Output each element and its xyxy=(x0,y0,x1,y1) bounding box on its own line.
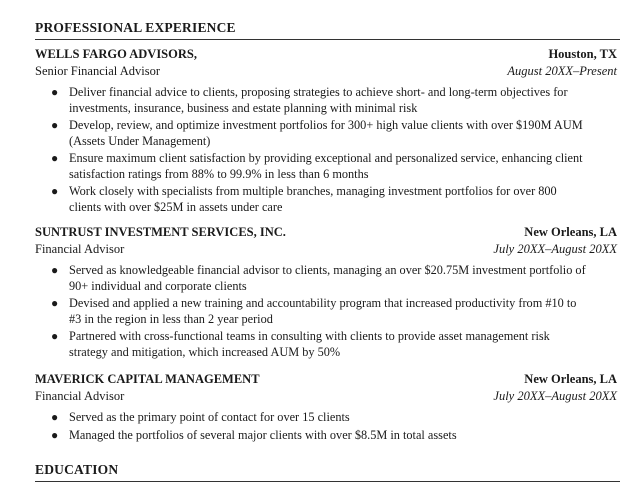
bullet-item: ● Managed the portfolios of several major clients with over $8.5M in total assets xyxy=(51,427,457,442)
job-bullets xyxy=(35,85,617,215)
bullet-item: ● Served as knowledgeable financial advisor to clients, managing an over $20.75M investment portfolio of 90+ individual and corporate clients xyxy=(51,263,586,293)
job-role-row xyxy=(35,64,617,81)
job-dates: August 20XX–Present xyxy=(507,64,617,78)
bullet-item: ● Partnered with cross-functional teams in consulting with clients to provide asset management risk strategy and mitigation, which increased AUM by 50% xyxy=(51,329,550,359)
job-bullets xyxy=(35,263,617,360)
job-header-row xyxy=(35,47,617,64)
bullet-icon: ● xyxy=(51,296,59,310)
bullet-item: ● Work closely with specialists from multiple branches, managing investment portfolios for over 800 clients with over $25M in assets under care xyxy=(51,184,557,214)
job-entry xyxy=(35,372,617,445)
job-location: New Orleans, LA xyxy=(524,225,617,239)
job-location: Houston, TX xyxy=(548,47,617,61)
bullet-icon: ● xyxy=(51,85,59,99)
bullet-item: ● Deliver financial advice to clients, proposing strategies to achieve short- and long-term objectives for investments, insurance, business and estate planning with minimal risk xyxy=(51,85,568,115)
company-name: WELLS FARGO ADVISORS, xyxy=(35,47,197,61)
job-header-row xyxy=(35,225,617,242)
education-section-title: EDUCATION xyxy=(35,462,620,482)
bullet-icon: ● xyxy=(51,184,59,198)
job-role-row xyxy=(35,389,617,406)
job-title: Senior Financial Advisor xyxy=(35,64,160,78)
bullet-icon: ● xyxy=(51,329,59,343)
bullet-item: ● Served as the primary point of contact for over 15 clients xyxy=(51,410,350,424)
job-entry xyxy=(35,47,617,217)
job-title: Financial Advisor xyxy=(35,242,125,256)
bullet-item: ● Develop, review, and optimize investment portfolios for 300+ high value clients with over $190M AUM (Assets Under Management) xyxy=(51,118,583,148)
job-role-row xyxy=(35,242,617,259)
company-name: MAVERICK CAPITAL MANAGEMENT xyxy=(35,372,260,386)
bullet-icon: ● xyxy=(51,263,59,277)
bullet-icon: ● xyxy=(51,427,59,442)
job-title: Financial Advisor xyxy=(35,389,125,403)
job-entry xyxy=(35,225,617,362)
bullet-icon: ● xyxy=(51,118,59,132)
job-dates: July 20XX–August 20XX xyxy=(493,389,617,403)
bullet-icon: ● xyxy=(51,151,59,165)
job-location: New Orleans, LA xyxy=(524,372,617,386)
job-dates: July 20XX–August 20XX xyxy=(493,242,617,256)
bullet-item: ● Ensure maximum client satisfaction by providing exceptional and personalized service, enhancing client satisfaction ratings from 88% to 99.9% in less than 6 months xyxy=(51,151,583,181)
company-name: SUNTRUST INVESTMENT SERVICES, INC. xyxy=(35,225,286,239)
bullet-icon: ● xyxy=(51,410,59,424)
bullet-item: ● Devised and applied a new training and accountability program that increased productivity from #10 to #3 in the region in less than 2 year period xyxy=(51,296,577,326)
job-header-row xyxy=(35,372,617,389)
experience-section-title: PROFESSIONAL EXPERIENCE xyxy=(35,20,620,40)
job-bullets xyxy=(35,410,617,443)
